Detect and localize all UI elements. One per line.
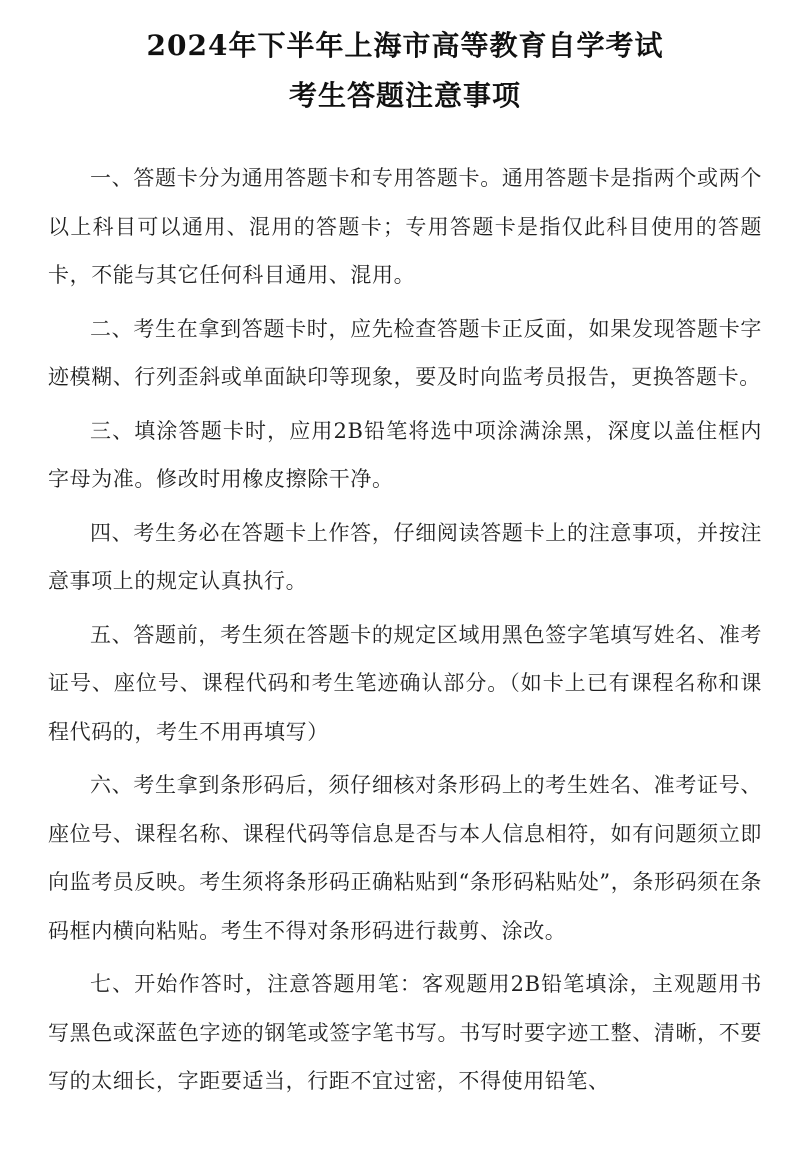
paragraph-5: 五、答题前，考生须在答题卡的规定区域用黑色签字笔填写姓名、准考证号、座位号、课程代码和考生笔迹确认部分。（如卡上已有课程名称和课程代码的，考生不用再填写）	[48, 622, 762, 744]
paragraph-1: 一、答题卡分为通用答题卡和专用答题卡。通用答题卡是指两个或两个以上科目可以通用、混用的答题卡；专用答题卡是指仅此科目使用的答题卡，不能与其它任何科目通用、混用。	[48, 166, 762, 287]
paragraph-4: 四、考生务必在答题卡上作答，仔细阅读答题卡上的注意事项，并按注意事项上的规定认真执行。	[48, 520, 762, 593]
document-subtitle: 考生答题注意事项	[288, 79, 521, 112]
paragraph-7: 七、开始作答时，注意答题用笔：客观题用2B铅笔填涂，主观题用书写黑色或深蓝色字迹的钢笔或签字笔书写。书写时要字迹工整、清晰，不要写的太细长，字距要适当，行距不宜过密，不得使用铅笔、	[48, 972, 762, 1093]
paragraph-2: 二、考生在拿到答题卡时，应先检查答题卡正反面，如果发现答题卡字迹模糊、行列歪斜或单面缺印等现象，要及时向监考员报告，更换答题卡。	[48, 316, 762, 389]
document-body	[48, 154, 762, 1106]
paragraph-6: 六、考生拿到条形码后，须仔细核对条形码上的考生姓名、准考证号、座位号、课程名称、课程代码等信息是否与本人信息相符，如有问题须立即向监考员反映。考生须将条形码正确粘贴到“条形码粘贴处”，条形码须在条码框内横向粘贴。考生不得对条形码进行裁剪、涂改。	[48, 773, 762, 943]
document-title: 2024年下半年上海市高等教育自学考试	[146, 29, 664, 62]
paragraph-3: 三、填涂答题卡时，应用2B铅笔将选中项涂满涂黑，深度以盖住框内字母为准。修改时用橡皮擦除干净。	[48, 418, 762, 491]
